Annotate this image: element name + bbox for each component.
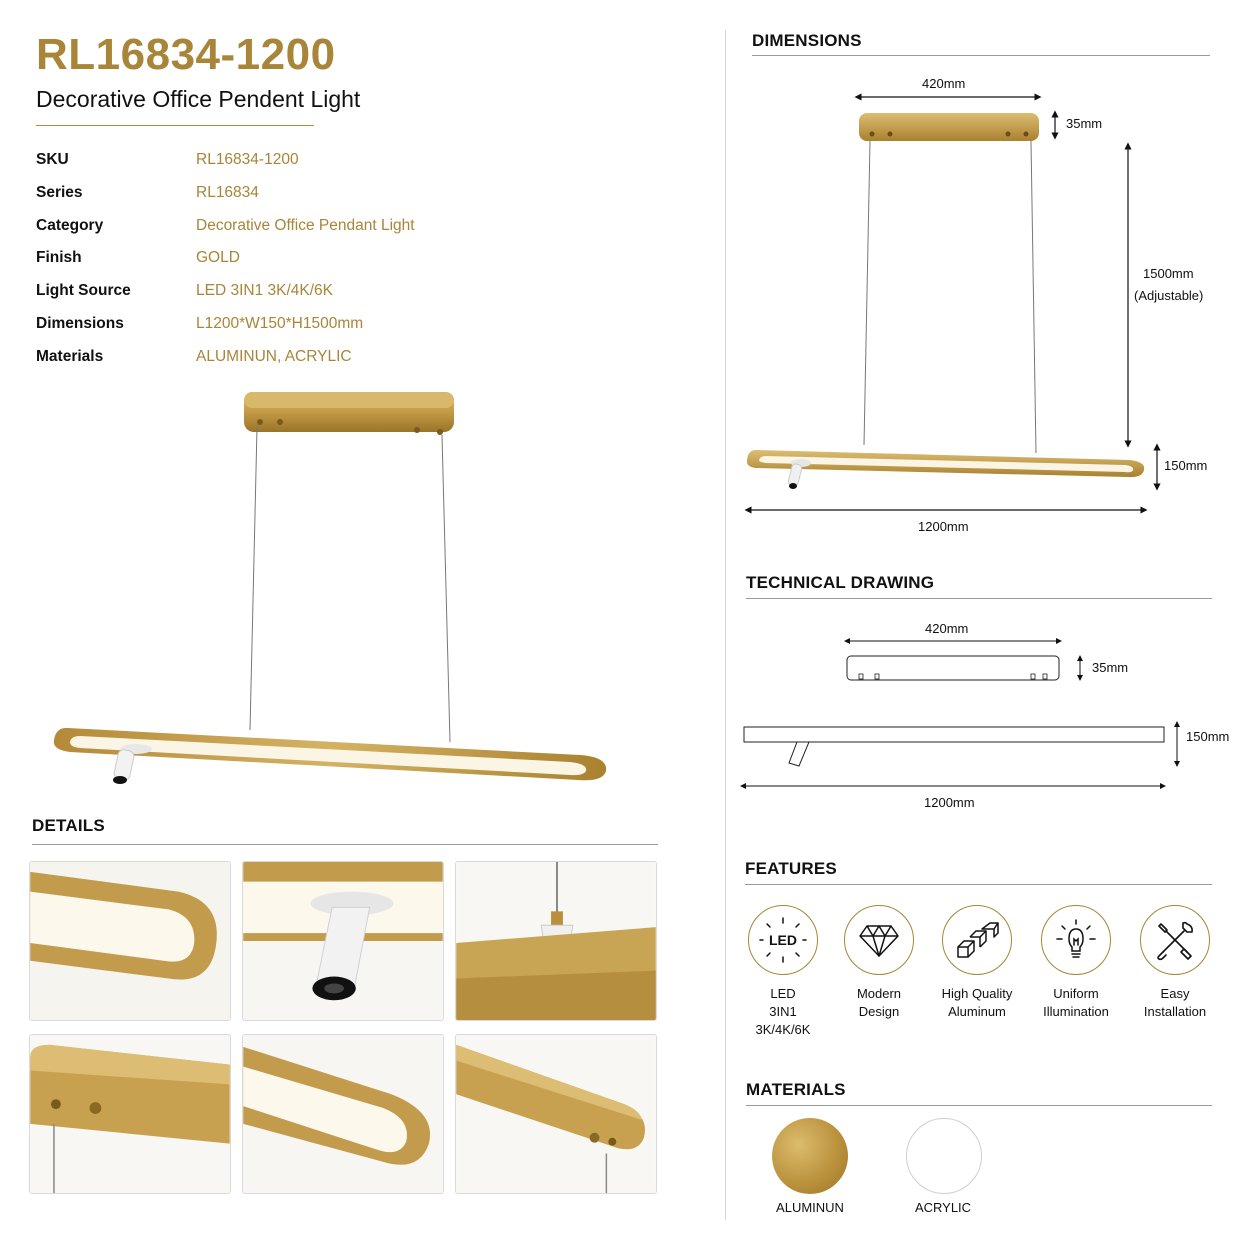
spec-key: Finish — [36, 249, 82, 266]
dim-drop-note-label: (Adjustable) — [1134, 288, 1204, 303]
dim-canopy-height-label: 35mm — [1066, 116, 1103, 131]
spec-row-finish — [36, 249, 516, 271]
detail-image-spotlight — [242, 861, 444, 1021]
feature-easy-installation — [1125, 905, 1225, 1021]
dimensions-heading: DIMENSIONS — [752, 31, 862, 50]
technical-divider — [746, 598, 1212, 599]
acrylic-swatch-label: ACRYLIC — [914, 1200, 972, 1215]
spec-value: GOLD — [196, 249, 240, 266]
dim-fixture-length-label: 1200mm — [918, 519, 969, 534]
aluminum-swatch-label: ALUMINUN — [776, 1200, 844, 1215]
detail-image-canopy-screws — [29, 1034, 231, 1194]
details-divider — [32, 844, 658, 845]
spec-key: Dimensions — [36, 315, 124, 332]
product-title: RL16834-1200 — [36, 30, 336, 79]
features-divider — [745, 884, 1212, 885]
spec-key: Light Source — [36, 282, 131, 299]
product-main-image — [40, 380, 620, 800]
acrylic-swatch — [906, 1118, 982, 1194]
svg-text:LED: LED — [769, 932, 797, 948]
spec-key: Category — [36, 217, 104, 234]
spec-value: ALUMINUN, ACRYLIC — [196, 348, 352, 365]
spec-row-category — [36, 217, 516, 239]
tech-fixture-length-label: 1200mm — [924, 795, 975, 810]
lightbulb-icon — [1041, 905, 1111, 975]
led-icon — [748, 905, 818, 975]
detail-image-bar-end — [29, 861, 231, 1021]
detail-image-cable-mount — [455, 861, 657, 1021]
detail-image-bar-curve — [242, 1034, 444, 1194]
materials-divider — [746, 1105, 1212, 1106]
feature-uniform-illumination — [1026, 905, 1126, 1021]
spec-row-materials — [36, 348, 516, 370]
spec-value: RL16834-1200 — [196, 151, 299, 168]
product-subtitle: Decorative Office Pendent Light — [36, 86, 361, 112]
feature-modern-design — [829, 905, 929, 1021]
feature-led — [733, 905, 833, 1039]
spec-value: RL16834 — [196, 184, 259, 201]
dim-fixture-height-label: 150mm — [1164, 458, 1208, 473]
tech-canopy-height-label: 35mm — [1092, 660, 1129, 675]
spec-key: SKU — [36, 151, 69, 168]
feature-label: Easy Installation — [1143, 986, 1207, 1019]
features-heading: FEATURES — [745, 859, 837, 878]
feature-label: Uniform Illumination — [1043, 986, 1109, 1019]
aluminum-bars-icon — [942, 905, 1012, 975]
feature-label: High Quality Aluminum — [941, 986, 1013, 1019]
materials-heading: MATERIALS — [746, 1080, 846, 1099]
column-divider — [725, 30, 726, 1220]
title-divider — [36, 125, 314, 126]
spec-key: Series — [36, 184, 83, 201]
spec-row-dimensions — [36, 315, 516, 337]
technical-heading: TECHNICAL DRAWING — [746, 573, 935, 592]
tech-canopy-width-label: 420mm — [925, 621, 969, 636]
spec-row-light-source — [36, 282, 516, 304]
detail-image-canopy-end — [455, 1034, 657, 1194]
spec-row-series — [36, 184, 516, 206]
spec-value: LED 3IN1 3K/4K/6K — [196, 282, 333, 299]
dim-canopy-width-label: 420mm — [922, 76, 966, 91]
feature-label: LED 3IN1 3K/4K/6K — [755, 986, 811, 1037]
feature-high-quality-aluminum — [927, 905, 1027, 1021]
feature-label: Modern Design — [856, 986, 902, 1019]
spec-key: Materials — [36, 348, 104, 365]
spec-value: L1200*W150*H1500mm — [196, 315, 364, 332]
technical-drawing — [735, 610, 1235, 800]
dim-drop-height-label: 1500mm — [1143, 266, 1194, 281]
spec-row-sku — [36, 151, 516, 173]
tech-fixture-height-label: 150mm — [1186, 729, 1230, 744]
spec-value: Decorative Office Pendant Light — [196, 217, 415, 234]
dimensions-divider — [752, 55, 1210, 56]
tools-icon — [1140, 905, 1210, 975]
details-heading: DETAILS — [32, 816, 105, 835]
diamond-icon — [844, 905, 914, 975]
aluminum-swatch — [772, 1118, 848, 1194]
